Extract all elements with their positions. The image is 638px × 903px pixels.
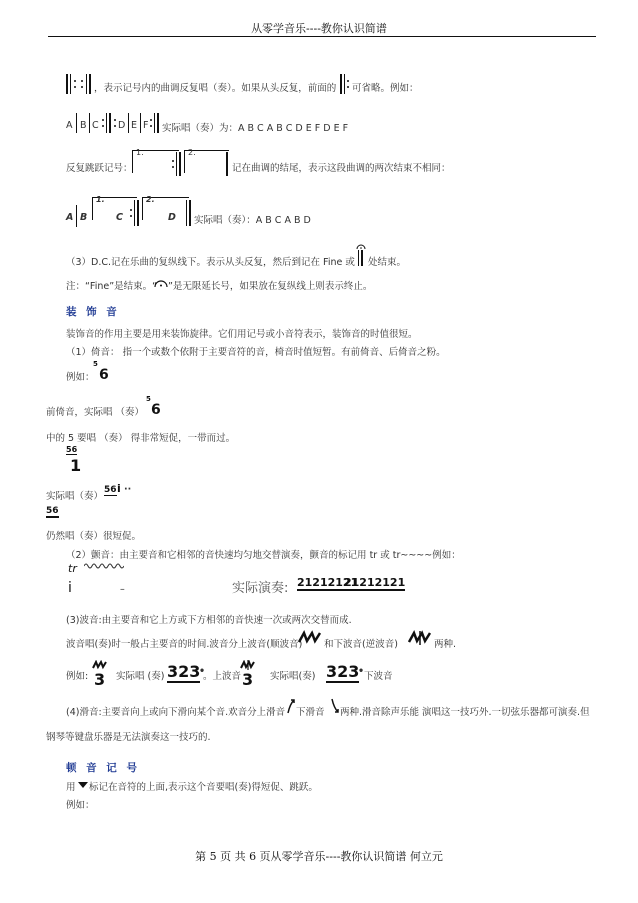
ex-letter-d: D <box>118 120 126 131</box>
wave-down: 下波音 <box>364 671 393 682</box>
mordent-icon-1 <box>92 660 110 670</box>
jump-label: 反复跳跃记号： <box>66 163 133 174</box>
dc-line-end: 处结束。 <box>368 257 407 268</box>
ex-result: 实际唱（奏）为：A B C A B C D E F D E F <box>162 123 349 134</box>
ornament-p4b: 下滑音 <box>296 707 325 718</box>
wave-up: 。上波音 <box>203 671 242 682</box>
dc-line: （3）D.C.记在乐曲的复纵线下。表示从头反复，然后到记在 Fine 或 <box>66 257 355 268</box>
trill-result-2: 21212121 <box>344 576 406 589</box>
wave-note-1: 3 <box>94 670 106 689</box>
dc-note-end: ”是无限延长号，如果放在复纵线上则表示终止。 <box>168 281 373 292</box>
ex-letter-f: F <box>143 120 149 131</box>
actual-1: i <box>117 482 121 495</box>
header-rule <box>48 36 596 37</box>
staccato-line: 标记在音符的上面,表示这个音要唱(奏)得短促、跳跃。 <box>89 782 318 793</box>
dot-2: • <box>358 666 365 677</box>
ex-letter-e: E <box>131 120 138 131</box>
lower-mordent-icon <box>408 630 432 646</box>
page-footer: 第 5 页 共 6 页从零学音乐----教你认识简谱 何立元 <box>195 850 443 863</box>
trill-dash: – <box>120 584 125 595</box>
grace-note-small-2: 5 <box>146 395 151 403</box>
fermata-icon <box>153 278 169 288</box>
volta-1: 1. <box>136 148 144 157</box>
trill-wave-icon <box>84 562 124 570</box>
repeat-sign-symbol <box>66 74 92 94</box>
ornament-p3-eg: 例如: <box>66 671 89 682</box>
slide-up-icon <box>286 698 296 714</box>
grace-note-small: 5 <box>93 360 98 368</box>
repeat-barline <box>102 113 116 133</box>
mordent-icon-2 <box>240 660 258 670</box>
ornament-p4a: (4)滑音:主要音向上或向下滑向某个音.欢音分上滑音 <box>66 707 286 718</box>
grace-note-main: 6 <box>99 367 109 383</box>
trill-note: i <box>68 580 72 596</box>
actual-56: 56 <box>104 485 117 495</box>
grace-56: 56 <box>66 445 78 454</box>
ornament-intro: 装饰音的作用主要是用来装饰旋律。它们用记号或小音符表示，装饰音的时值很短。 <box>66 329 418 340</box>
staccato-line-start: 用 <box>66 782 76 793</box>
dot-1: • <box>199 666 206 677</box>
ornament-p3d: 两种. <box>434 639 457 650</box>
trill-result-1: 21212121 <box>297 576 359 589</box>
grace-56-b: 56 <box>46 506 59 516</box>
section-title-staccato: 顿 音 记 号 <box>66 762 140 774</box>
grace-main-1: 1 <box>70 456 82 475</box>
wave-note-2: 3 <box>242 670 254 689</box>
ornament-p3b: 波音唱(奏)时一般占主要音的时间.波音分上波音(顺波音) <box>66 639 303 650</box>
dc-note: 注：“Fine”是结束。“ <box>66 281 158 292</box>
wave-actual-2: 实际唱(奏) <box>270 671 316 682</box>
repeat-start-symbol <box>340 74 350 94</box>
ornament-p3: (3)波音:由主要音和它上方或下方相邻的音快速一次或两次交替而成. <box>66 615 352 626</box>
staccato-eg: 例如： <box>66 800 95 811</box>
ex-letter-c: C <box>92 120 99 131</box>
ex-letter-a: A <box>66 120 73 131</box>
volta-2: 2. <box>188 148 196 157</box>
ornament-p4c: 两种.滑音除声乐能 演唱这一技巧外.一切弦乐器都可演奏.但 <box>340 707 590 718</box>
trill-result-label: 实际演奏: <box>232 581 289 596</box>
wave-result-2: 323 <box>326 662 360 681</box>
ornament-front: 前倚音，实际唱 （奏） <box>46 407 145 418</box>
jump-ex-result: 实际唱（奏）：A B C A B D <box>194 215 311 226</box>
ornament-actual: 实际唱（奏） <box>46 491 104 502</box>
wave-actual-1: 实际唱 (奏) <box>116 671 165 682</box>
ornament-still: 仍然唱（奏）很短促。 <box>46 531 142 542</box>
slide-down-icon <box>330 698 340 714</box>
grace-note-main-2: 6 <box>151 402 161 418</box>
ornament-mid: 中的 5 要唱 （奏） 得非常短促，一带而过。 <box>46 433 236 444</box>
wave-result-1: 323 <box>167 662 201 681</box>
ornament-eg: 例如： <box>66 372 95 383</box>
actual-dots: ·· <box>124 484 132 495</box>
section-title-ornament: 装 饰 音 <box>66 306 120 318</box>
ornament-p4d: 钢琴等键盘乐器是无法演奏这一技巧的. <box>46 732 211 743</box>
ex-letter-b: B <box>80 120 87 131</box>
repeat-end-barline <box>150 113 160 133</box>
ornament-p2: （2）颤音：由主要音和它相邻的音快速均匀地交替演奏，颤音的标记用 tr 或 tr~~~~例如： <box>66 550 461 561</box>
jump-desc: 记在曲调的结尾，表示这段曲调的两次结束不相同： <box>232 163 451 174</box>
page-header: 从零学音乐----教你认识简谱 <box>251 22 387 35</box>
repeat-desc: ，表示记号内的曲调反复唱（奏）。如果从头反复，前面的 <box>94 83 337 94</box>
staccato-icon <box>78 781 88 789</box>
upper-mordent-icon <box>298 630 322 646</box>
ornament-p1: （1）倚音： 指一个或数个依附于主要音符的音，椅音时值短暂。有前倚音、后倚音之粉。 <box>66 347 446 358</box>
trill-mark: tr <box>68 562 77 575</box>
repeat-desc-end: 可省略。例如： <box>352 83 419 94</box>
ornament-p3c: 和下波音(逆波音) <box>324 639 398 650</box>
fermata-barline-icon <box>356 242 366 266</box>
